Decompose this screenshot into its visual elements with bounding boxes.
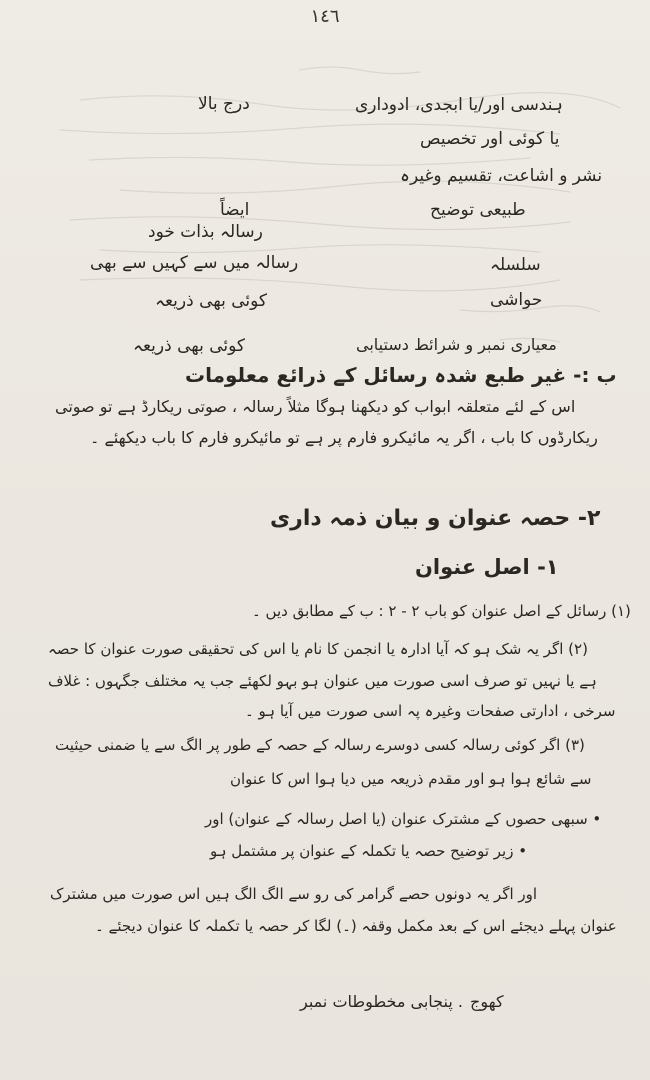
- table-row-1-left: درج بالا: [198, 94, 250, 114]
- bleed-through-text: [0, 60, 650, 490]
- paragraph-line-5: (۳) اگر کوئی رسالہ کسی دوسرے رسالہ کے حصہ کے طور پر الگ سے یا ضمنی حیثیت: [55, 736, 585, 754]
- page-number: ١٤٦: [310, 6, 340, 27]
- table-row-3-right: نشر و اشاعت، تقسیم وغیرہ: [400, 166, 603, 186]
- paragraph-line-10: عنوان پہلے دیجئے اس کے بعد مکمل وقفہ (۔) لگا کر حصہ یا تکملہ کا عنوان دیجئے ۔: [95, 917, 617, 935]
- paragraph-line-1: (۱) رسائل کے اصل عنوان کو باب ۲ - ۲ : ب کے مطابق دیں ۔: [252, 602, 631, 620]
- example-label: کھوج: [470, 992, 504, 1011]
- section-b-line-2: ریکارڈوں کا باب ، اگر یہ مائیکرو فارم پر ہے تو مائیکرو فارم کا باب دیکھئے ۔: [90, 428, 598, 447]
- paragraph-bullet-1: • سبھی حصوں کے مشترک عنوان (یا اصل رسالہ کے عنوان) اور: [205, 810, 602, 828]
- paragraph-line-9: اور اگر یہ دونوں حصے گرامر کی رو سے الگ الگ ہیں اس صورت میں مشترک: [50, 885, 538, 903]
- table-row-7-right: حواشی: [490, 290, 543, 310]
- paragraph-line-3: ہے یا نہیں تو صرف اسی صورت میں عنوان ہو بہو لکھئے جب یہ مختلف جگہوں : غلاف: [48, 672, 597, 690]
- table-row-4-right: طبیعی توضیح: [430, 200, 526, 220]
- table-row-5-left: رسالہ بذات خود: [148, 222, 263, 242]
- paragraph-line-6: سے شائع ہوا ہو اور مقدم ذریعہ میں دیا ہوا اس کا عنوان: [230, 770, 592, 788]
- section-2-subheading: ۱- اصل عنوان: [415, 555, 559, 579]
- section-2-heading: ۲- حصہ عنوان و بیان ذمہ داری: [270, 506, 601, 531]
- example-text: . پنجابی مخطوطات نمبر: [300, 992, 463, 1011]
- paragraph-line-4: سرخی ، ادارتی صفحات وغیرہ پہ اسی صورت میں آیا ہو ۔: [245, 702, 616, 720]
- table-row-8-left: کوئی بھی ذریعہ: [133, 336, 245, 356]
- table-row-6-left: رسالہ میں سے کہیں سے بھی: [90, 253, 299, 273]
- table-row-1-right: ہندسی اور/یا ابجدی، ادوداری: [355, 95, 563, 115]
- section-b-line-1: اس کے لئے متعلقہ ابواب کو دیکھنا ہوگا مثلاً رسالہ ، صوتی ریکارڈ ہے تو صوتی: [55, 397, 576, 416]
- table-row-2-right: یا کوئی اور تخصیص: [420, 129, 560, 149]
- table-row-8-right: معیاری نمبر و شرائط دستیابی: [356, 335, 557, 354]
- table-row-4-left: ایضاً: [220, 200, 250, 220]
- table-row-6-right: سلسلہ: [490, 255, 541, 275]
- paragraph-bullet-2: • زیر توضیح حصہ یا تکملہ کے عنوان پر مشتمل ہو: [210, 842, 528, 860]
- paragraph-line-2: (۲) اگر یہ شک ہو کہ آیا ادارہ یا انجمن کا نام یا اس کی تحقیقی صورت عنوان کا حصہ: [48, 640, 588, 658]
- section-b-heading: ب :- غیر طبع شدہ رسائل کے ذرائع معلومات: [185, 363, 617, 387]
- table-row-7-left: کوئی بھی ذریعہ: [155, 291, 267, 311]
